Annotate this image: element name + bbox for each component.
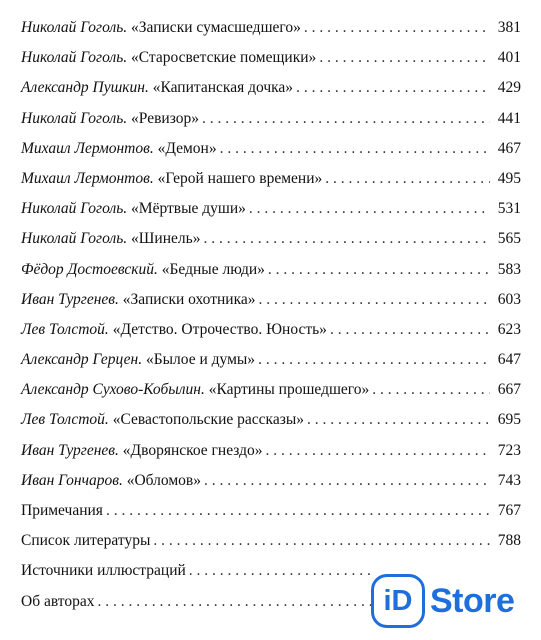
toc-title: «Записки сумасшедшего» [131, 19, 301, 36]
toc-title: «Мёртвые души» [131, 200, 246, 218]
toc-entry [21, 255, 521, 285]
toc-entry [21, 13, 521, 43]
toc-entry-text [21, 194, 246, 224]
toc-entry [21, 43, 521, 73]
dot-leader [259, 285, 491, 315]
dot-leader [220, 134, 490, 164]
toc-title: «Бедные люди» [161, 260, 265, 278]
toc-entry [21, 224, 521, 254]
toc-entry-text [21, 496, 103, 526]
toc-entry-text [21, 43, 316, 73]
toc-entry [21, 466, 521, 496]
toc-title: «Старосветские помещики» [131, 49, 317, 67]
toc-entry-text [21, 526, 150, 556]
toc-title: «Ревизор» [131, 109, 199, 127]
toc-entry-text [21, 587, 94, 617]
toc-page-number: 788 [497, 532, 521, 550]
toc-entry [21, 375, 521, 405]
toc-page-number: 429 [497, 79, 521, 97]
toc-author: Михаил Лермонтов. [21, 139, 154, 157]
toc-page-number: 603 [497, 290, 521, 308]
toc-entry-text [21, 104, 199, 134]
toc-title: «Демон» [157, 139, 217, 157]
toc-entry-text [21, 375, 369, 405]
dot-leader [249, 194, 490, 224]
toc-entry [21, 194, 521, 224]
toc-title: Источники иллюстраций [21, 562, 186, 580]
toc-entry [21, 134, 521, 164]
toc-title: «Севастопольские рассказы» [112, 411, 304, 429]
toc-title: «Дворянское гнездо» [122, 441, 263, 459]
toc-entry [21, 73, 521, 103]
toc-title: Об авторах [21, 592, 95, 610]
toc-author: Николай Гоголь. [21, 230, 128, 248]
toc-entry-text [21, 466, 201, 496]
toc-author: Николай Гоголь. [21, 49, 128, 67]
toc-entry-text [21, 285, 256, 315]
table-of-contents [21, 13, 521, 617]
toc-author: Александр Сухово-Кобылин. [21, 381, 205, 399]
toc-page-number: 723 [497, 441, 521, 459]
toc-author: Фёдор Достоевский. [21, 260, 158, 278]
toc-page-number: 441 [497, 109, 521, 127]
dot-leader [266, 436, 490, 466]
toc-title: «Шинель» [131, 230, 201, 248]
toc-page-number: 467 [497, 139, 521, 157]
toc-page-number: 583 [497, 260, 521, 278]
toc-entry [21, 405, 521, 435]
toc-page-number: 495 [497, 169, 521, 187]
toc-page-number: 647 [497, 351, 521, 369]
store-watermark-logo [371, 569, 531, 633]
dot-leader [106, 496, 490, 526]
toc-entry-text [21, 556, 186, 586]
toc-page-number: 531 [497, 200, 521, 218]
dot-leader [204, 466, 490, 496]
toc-author: Михаил Лермонтов. [21, 169, 154, 187]
toc-title: «Былое и думы» [145, 351, 256, 369]
toc-entry [21, 496, 521, 526]
dot-leader [372, 375, 490, 405]
toc-author: Лев Толстой. [21, 320, 109, 338]
toc-page-number: 743 [497, 471, 521, 489]
toc-entry [21, 164, 521, 194]
toc-title: «Записки охотника» [122, 290, 256, 308]
dot-leader [296, 73, 490, 103]
toc-author: Александр Пушкин. [21, 79, 149, 97]
dot-leader [319, 43, 490, 73]
toc-entry [21, 315, 521, 345]
dot-leader [203, 224, 490, 254]
dot-leader [304, 13, 490, 43]
toc-entry-text [21, 13, 301, 43]
toc-page-number: 667 [497, 381, 521, 399]
toc-author: Иван Тургенев. [21, 441, 119, 459]
toc-entry-text [21, 164, 322, 194]
toc-entry-text [21, 255, 265, 285]
toc-title: Примечания [21, 502, 103, 519]
dot-leader [325, 164, 490, 194]
toc-title: «Детство. Отрочество. Юность» [112, 320, 327, 338]
toc-entry [21, 345, 521, 375]
toc-author: Лев Толстой. [21, 411, 109, 429]
toc-title: «Капитанская дочка» [152, 79, 294, 97]
toc-entry-text [21, 405, 304, 435]
toc-author: Николай Гоголь. [21, 200, 128, 218]
toc-author: Александр Герцен. [21, 351, 143, 369]
dot-leader [153, 526, 490, 556]
toc-entry-text [21, 315, 327, 345]
toc-page-number: 623 [497, 320, 521, 338]
logo-text: Store [430, 581, 515, 620]
toc-entry [21, 104, 521, 134]
toc-title: «Обломов» [126, 471, 201, 489]
toc-author: Николай Гоголь. [21, 19, 128, 36]
toc-page-number: 695 [497, 411, 521, 429]
toc-entry [21, 436, 521, 466]
logo-badge: iD [371, 574, 425, 628]
toc-page-number: 767 [497, 502, 521, 519]
dot-leader [258, 345, 490, 375]
toc-page-number: 381 [497, 19, 521, 36]
toc-entry [21, 285, 521, 315]
toc-entry [21, 526, 521, 556]
toc-entry-text [21, 345, 255, 375]
toc-entry-text [21, 224, 200, 254]
toc-title: «Герой нашего времени» [157, 169, 323, 187]
dot-leader [330, 315, 490, 345]
toc-page-number: 565 [497, 230, 521, 248]
toc-page-number: 401 [497, 49, 521, 67]
toc-author: Николай Гоголь. [21, 109, 128, 127]
dot-leader [307, 405, 490, 435]
toc-author: Иван Тургенев. [21, 290, 119, 308]
toc-title: Список литературы [21, 532, 151, 550]
toc-author: Иван Гончаров. [21, 471, 123, 489]
dot-leader [268, 255, 490, 285]
toc-entry-text [21, 134, 217, 164]
toc-title: «Картины прошедшего» [208, 381, 370, 399]
dot-leader [202, 104, 490, 134]
toc-entry-text [21, 73, 293, 103]
toc-entry-text [21, 436, 263, 466]
